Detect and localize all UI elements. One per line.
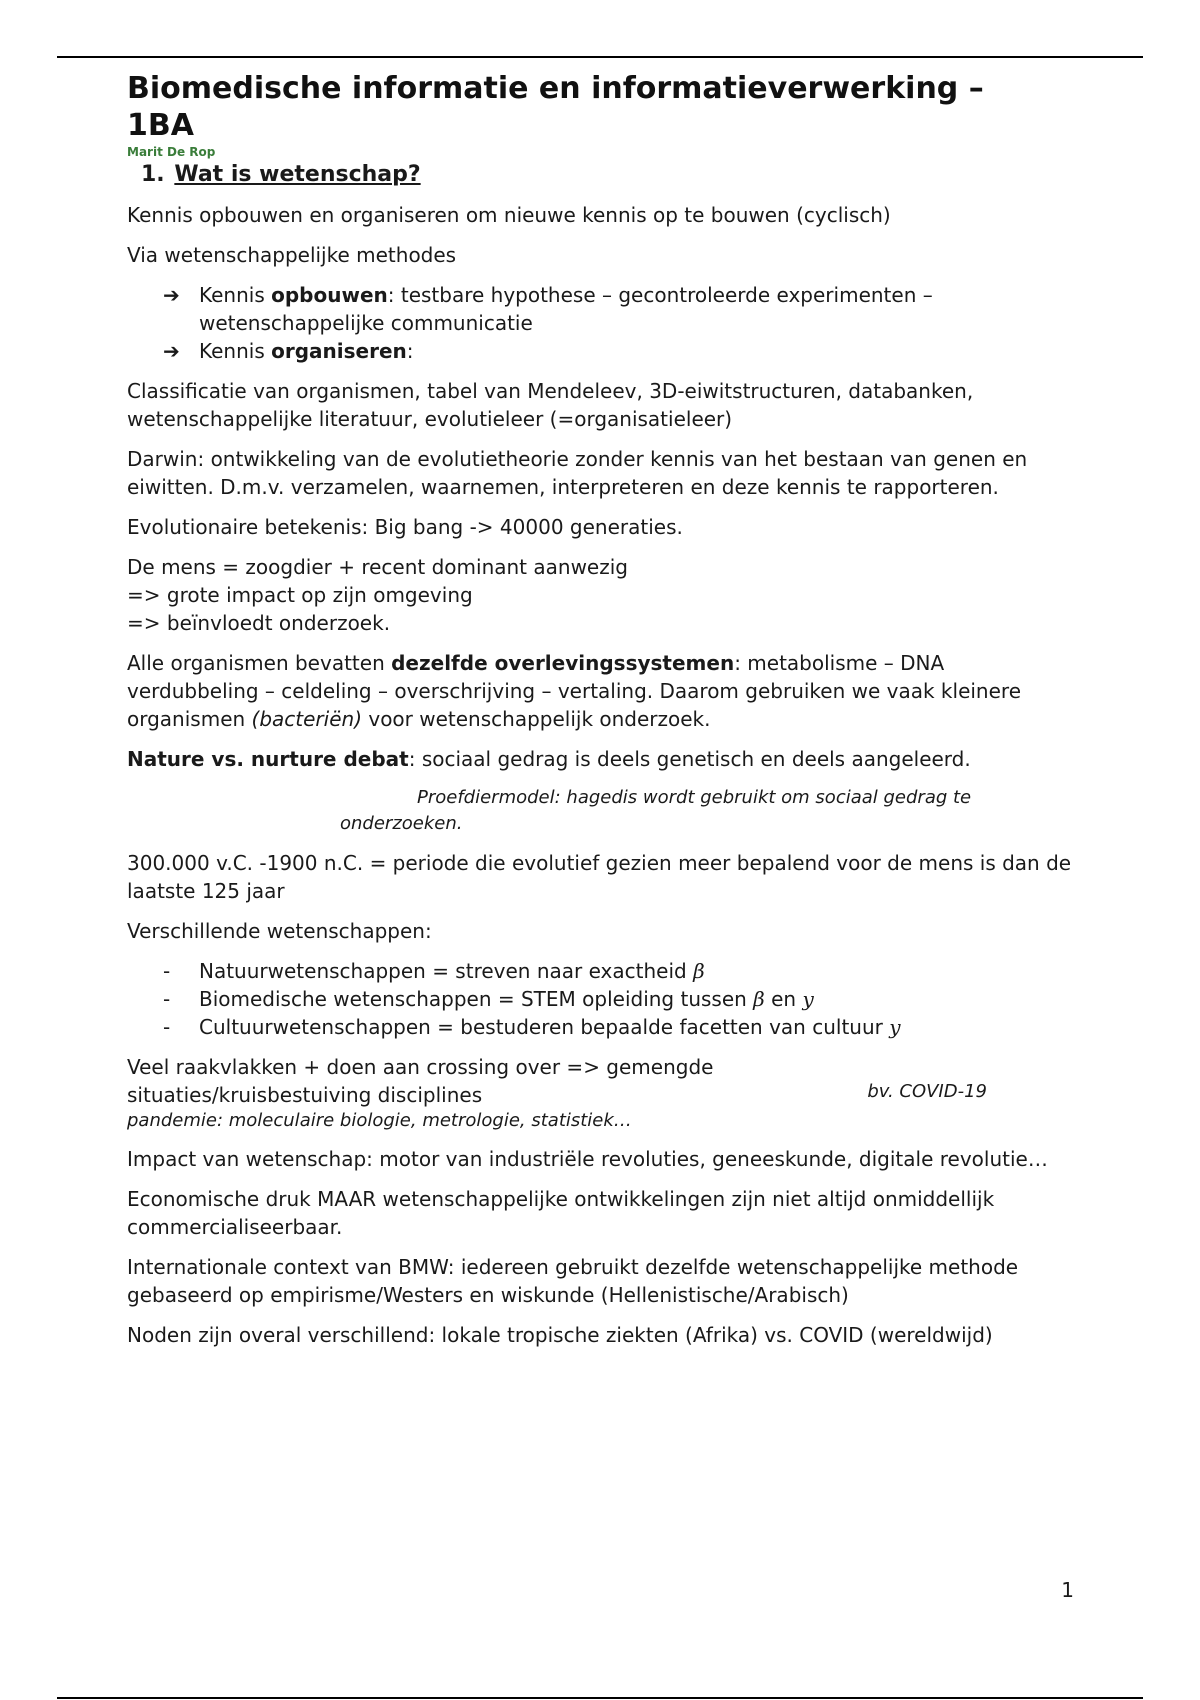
paragraph-7-italic: (bacteriën) <box>251 707 362 731</box>
arrow-item-bold: organiseren <box>271 339 407 363</box>
document-page <box>127 70 1077 1349</box>
bottom-rule <box>57 1697 1143 1699</box>
dash-list <box>127 957 1077 1041</box>
paragraph-7-text: : metabolisme – DNA verdubbeling – celdeling – overschrijving – vertaling. Daarom gebruiken we vaak kleinere organismen <box>127 651 1022 731</box>
document-title <box>127 70 1077 144</box>
paragraph-8-text: : sociaal gedrag is deels genetisch en deels aangeleerd. <box>408 747 971 771</box>
paragraph-12: Impact van wetenschap: motor van industriële revoluties, geneeskunde, digitale revolutie… <box>127 1147 1048 1171</box>
arrow-item-text: Kennis <box>199 283 272 307</box>
document-title-line-2: 1BA <box>127 108 194 143</box>
paragraph-15: Noden zijn overal verschillend: lokale tropische ziekten (Afrika) vs. COVID (wereldwijd) <box>127 1323 993 1347</box>
paragraph-8-bold: Nature vs. nurture debat <box>127 747 409 771</box>
arrow-item-organiseren <box>127 337 1077 365</box>
paragraph-7-bold: dezelfde overlevingssystemen <box>391 651 735 675</box>
paragraph-11-line-3: pandemie: moleculaire biologie, metrologie, statistiek… <box>127 1110 632 1131</box>
dash-item-text: Cultuurwetenschappen = bestuderen bepaalde facetten van cultuur <box>199 1015 883 1039</box>
paragraph-3: Classificatie van organismen, tabel van Mendeleev, 3D-eiwitstructuren, databanken, wetenschappelijke literatuur, evolutieleer (=organisatieleer) <box>127 379 974 431</box>
paragraph-8 <box>127 745 1077 773</box>
paragraph-7-text: Alle organismen bevatten <box>127 651 392 675</box>
dash-item-text: Biomedische wetenschappen = STEM opleiding tussen <box>199 987 747 1011</box>
arrow-item-text: : testbare hypothese – gecontroleerde experimenten – wetenschappelijke communicatie <box>199 283 933 335</box>
paragraph-9: 300.000 v.C. -1900 n.C. = periode die evolutief gezien meer bepalend voor de mens is dan de laatste 125 jaar <box>127 851 1072 903</box>
paragraph-11 <box>127 1053 1077 1081</box>
dash-item-text: Natuurwetenschappen = streven naar exactheid <box>199 959 687 983</box>
gamma-symbol: y <box>889 1015 901 1039</box>
dash-item-text: en <box>771 987 797 1011</box>
arrow-right-icon: ➔ <box>163 339 180 363</box>
paragraph-14: Internationale context van BMW: iedereen gebruikt dezelfde wetenschappelijke methode gebaseerd op empirisme/Westers en wiskunde (Hellenistische/Arabisch) <box>127 1255 1019 1307</box>
dash-item-natuurwetenschappen <box>127 957 1077 985</box>
arrow-item-bold: opbouwen <box>271 283 388 307</box>
paragraph-13: Economische druk MAAR wetenschappelijke ontwikkelingen zijn niet altijd onmiddellijk commercialiseerbaar. <box>127 1187 995 1239</box>
arrow-right-icon: ➔ <box>163 283 180 307</box>
page-number: 1 <box>1061 1578 1074 1602</box>
gamma-symbol: y <box>802 987 814 1011</box>
paragraph-6-line-2: => grote impact op zijn omgeving <box>127 583 473 607</box>
paragraph-11-line-2 <box>127 1081 987 1109</box>
top-rule <box>57 56 1143 58</box>
arrow-list <box>127 281 1077 365</box>
paragraph-11-text: situaties/kruisbestuiving disciplines <box>127 1083 483 1107</box>
section-heading <box>141 161 1077 189</box>
paragraph-11-line-1: Veel raakvlakken + doen aan crossing over => gemengde <box>127 1055 714 1079</box>
paragraph-2: Via wetenschappelijke methodes <box>127 243 457 267</box>
figure-caption-line-1: Proefdiermodel: hagedis wordt gebruikt om sociaal gedrag te <box>417 787 972 808</box>
paragraph-6-line-3: => beïnvloedt onderzoek. <box>127 611 391 635</box>
paragraph-6 <box>127 553 1077 637</box>
section-title: Wat is wetenschap? <box>174 162 421 187</box>
section-number: 1. <box>141 162 165 187</box>
dash-bullet: - <box>163 987 171 1011</box>
beta-symbol: β <box>753 987 765 1011</box>
paragraph-7 <box>127 649 1077 733</box>
figure-caption-line-2: onderzoeken. <box>340 813 463 834</box>
paragraph-5: Evolutionaire betekenis: Big bang -> 40000 generaties. <box>127 515 683 539</box>
dash-bullet: - <box>163 959 171 983</box>
arrow-item-text: : <box>406 339 414 363</box>
paragraph-4: Darwin: ontwikkeling van de evolutietheorie zonder kennis van het bestaan van genen en eiwitten. D.m.v. verzamelen, waarnemen, interpreteren en deze kennis te rapporteren. <box>127 447 1028 499</box>
dash-bullet: - <box>163 1015 171 1039</box>
document-title-line-1: Biomedische informatie en informatieverwerking – <box>127 71 984 106</box>
paragraph-10: Verschillende wetenschappen: <box>127 919 432 943</box>
arrow-item-text: Kennis <box>199 339 272 363</box>
arrow-item-opbouwen <box>127 281 1077 337</box>
paragraph-7-text: voor wetenschappelijk onderzoek. <box>362 707 711 731</box>
paragraph-1: Kennis opbouwen en organiseren om nieuwe kennis op te bouwen (cyclisch) <box>127 203 891 227</box>
author-name: Marit De Rop <box>127 145 216 159</box>
dash-item-biomedische <box>127 985 1077 1013</box>
beta-symbol: β <box>693 959 705 983</box>
paragraph-6-line-1: De mens = zoogdier + recent dominant aanwezig <box>127 555 628 579</box>
dash-item-cultuurwetenschappen <box>127 1013 1077 1041</box>
paragraph-11-example: bv. COVID-19 <box>867 1081 987 1102</box>
